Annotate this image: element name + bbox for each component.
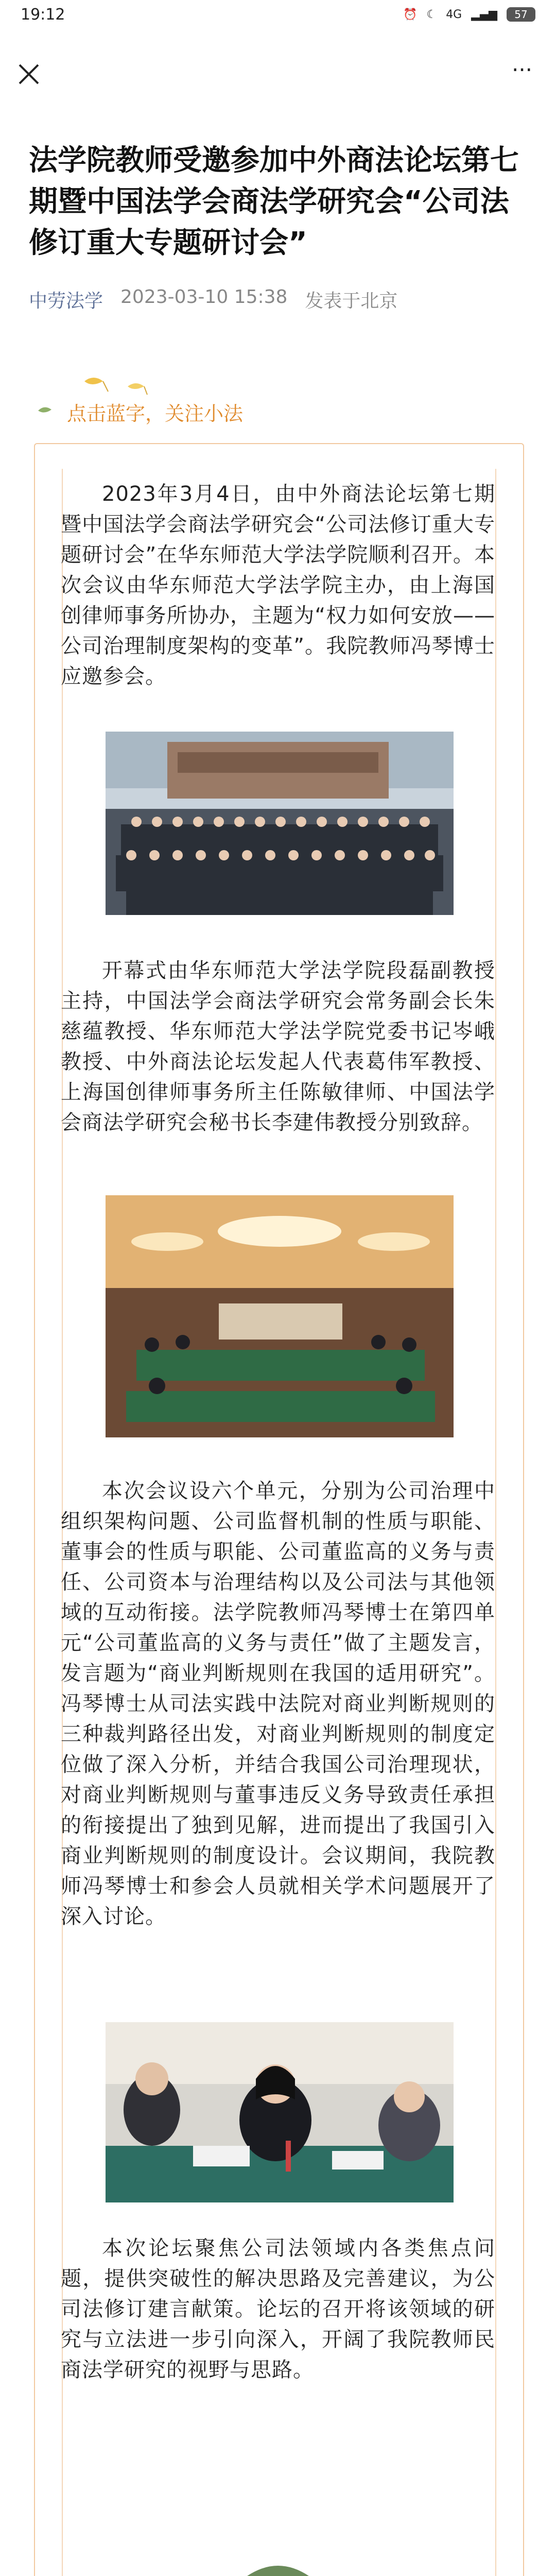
signal-icon: ▂▄▆ [471, 8, 497, 21]
conference-hall-photo [106, 1195, 454, 1437]
publish-date: 2023-03-10 15:38 [120, 286, 288, 308]
paragraph-1: 2023年3月4日，由中外商法论坛第七期暨中国法学会商法学研究会“公司法修订重大专题研讨会”在华东师范大学法学院顺利召开。本次会议由华东师范大学法学院主办，由上海国创律师事务所协办，主题为“权力如何安放——公司治理制度架构的变革”。我院教师冯琴博士应邀参会。 [61, 482, 495, 688]
status-time: 19:12 [21, 5, 65, 24]
status-icons [403, 7, 535, 22]
nav-bar [0, 52, 556, 98]
close-icon[interactable] [15, 61, 42, 88]
alarm-icon: ⏰ [403, 8, 418, 21]
paragraph-2: 开幕式由华东师范大学法学院段磊副教授主持，中国法学会商法学研究会常务副会长朱慈蕴教授、华东师范大学法学院党委书记岑峨教授、中外商法论坛发起人代表葛伟军教授、上海国创律师事务所主任陈敏律师、中国法学会商法学研究会秘书长李建伟教授分别致辞。 [61, 959, 495, 1134]
paragraph-3: 本次会议设六个单元，分别为公司治理中组织架构问题、公司监督机制的性质与职能、董事会的性质与职能、公司董监高的义务与责任、公司资本与治理结构以及公司法与其他领域的互动衔接。法学院教师冯琴博士在第四单元“公司董监高的义务与责任”做了主题发言，发言题为“商业判断规则在我国的适用研究”。冯琴博士从司法实践中法院对商业判断规则的三种裁判路径出发，对商业判断规则的制度定位做了深入分析，并结合我国公司治理现状，对商业判断规则与董事违反义务导致责任承担的衔接提出了独到见解，进而提出了我国引入商业判断规则的制度设计。会议期间，我院教师冯琴博士和参会人员就相关学术问题展开了深入讨论。 [61, 1479, 495, 1928]
speaker-photo [106, 2022, 454, 2202]
paragraph-4: 本次论坛聚焦公司法领域内各类焦点问题，提供突破性的解决思路及完善建议，为公司法修订建言献策。论坛的召开将该领域的研究与立法进一步引向深入，开阔了我院教师民商法学研究的视野与思路。 [61, 2236, 495, 2382]
publish-location: 发表于北京 [305, 291, 398, 312]
network-label: 4G [446, 8, 462, 21]
battery-icon: 57 [507, 7, 535, 22]
group-photo [106, 732, 454, 915]
status-bar [0, 0, 556, 29]
follow-banner [26, 371, 530, 443]
article-meta [29, 286, 533, 313]
follow-prompt: 点击蓝字，关注小法 [67, 402, 244, 425]
more-options-button[interactable]: ··· [511, 57, 533, 82]
article-title: 法学院教师受邀参加中外商法论坛第七期暨中国法学会商法学研究会“公司法修订重大专题研讨会” [29, 144, 519, 260]
pavilion-icon [237, 2555, 319, 2576]
author-link[interactable]: 中劳法学 [29, 291, 103, 312]
moon-icon: ☾ [426, 8, 437, 21]
